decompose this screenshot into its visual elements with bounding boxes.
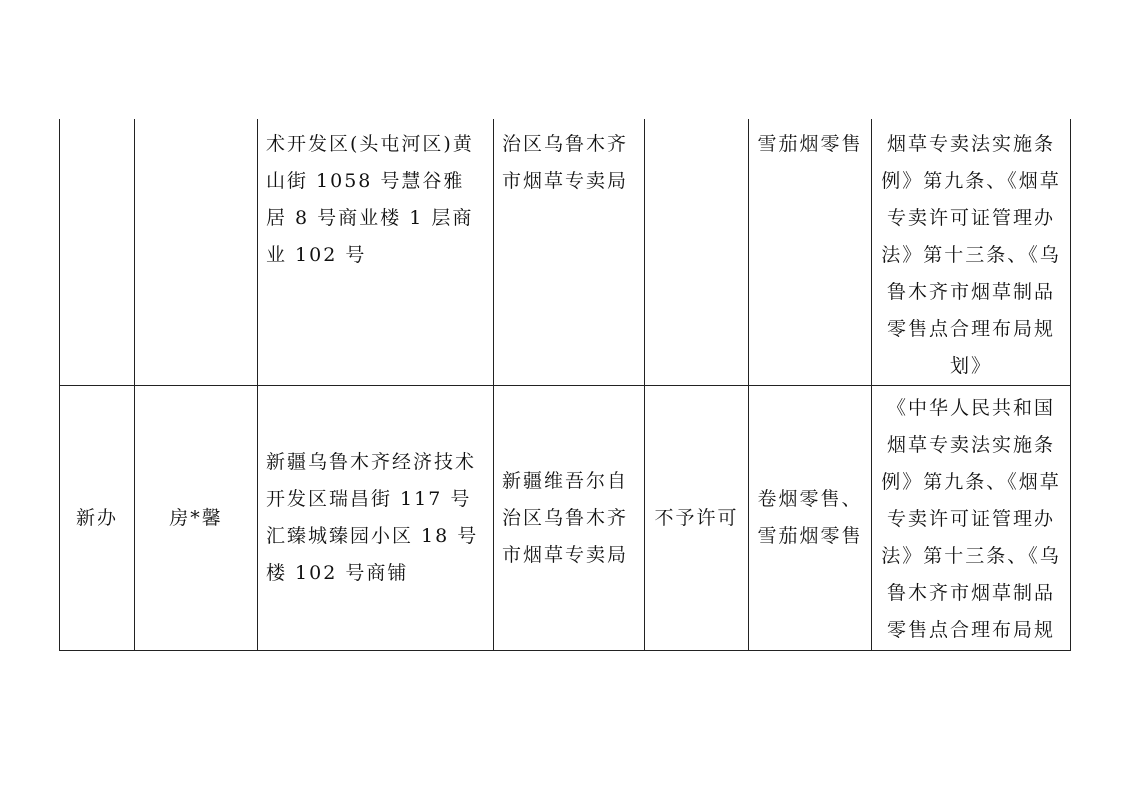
cell-authority: 新疆维吾尔自治区乌鲁木齐市烟草专卖局 bbox=[494, 386, 645, 651]
cell-decision: 不予许可 bbox=[645, 386, 749, 651]
table-row bbox=[60, 386, 1071, 651]
cell-name: 房*馨 bbox=[135, 386, 258, 651]
cell-address: 新疆乌鲁木齐经济技术开发区瑞昌街 117 号汇臻城臻园小区 18 号楼 102 号商铺 bbox=[258, 386, 494, 651]
cell-authority: 治区乌鲁木齐市烟草专卖局 bbox=[494, 119, 645, 386]
cell-name bbox=[135, 119, 258, 386]
cell-legal-basis: 《中华人民共和国烟草专卖法实施条例》第九条、《烟草专卖许可证管理办法》第十三条、《乌鲁木齐市烟草制品零售点合理布局规 bbox=[872, 386, 1071, 651]
cell-address: 术开发区(头屯河区)黄山街 1058 号慧谷雅居 8 号商业楼 1 层商业 102 号 bbox=[258, 119, 494, 386]
cell-scope: 卷烟零售、雪茄烟零售 bbox=[749, 386, 872, 651]
cell-legal-basis: 烟草专卖法实施条例》第九条、《烟草专卖许可证管理办法》第十三条、《乌鲁木齐市烟草制品零售点合理布局规划》 bbox=[872, 119, 1071, 386]
table-row bbox=[60, 119, 1071, 386]
cell-type bbox=[60, 119, 135, 386]
license-decision-table bbox=[59, 119, 1071, 651]
cell-decision bbox=[645, 119, 749, 386]
cell-type: 新办 bbox=[60, 386, 135, 651]
cell-scope: 雪茄烟零售 bbox=[749, 119, 872, 386]
